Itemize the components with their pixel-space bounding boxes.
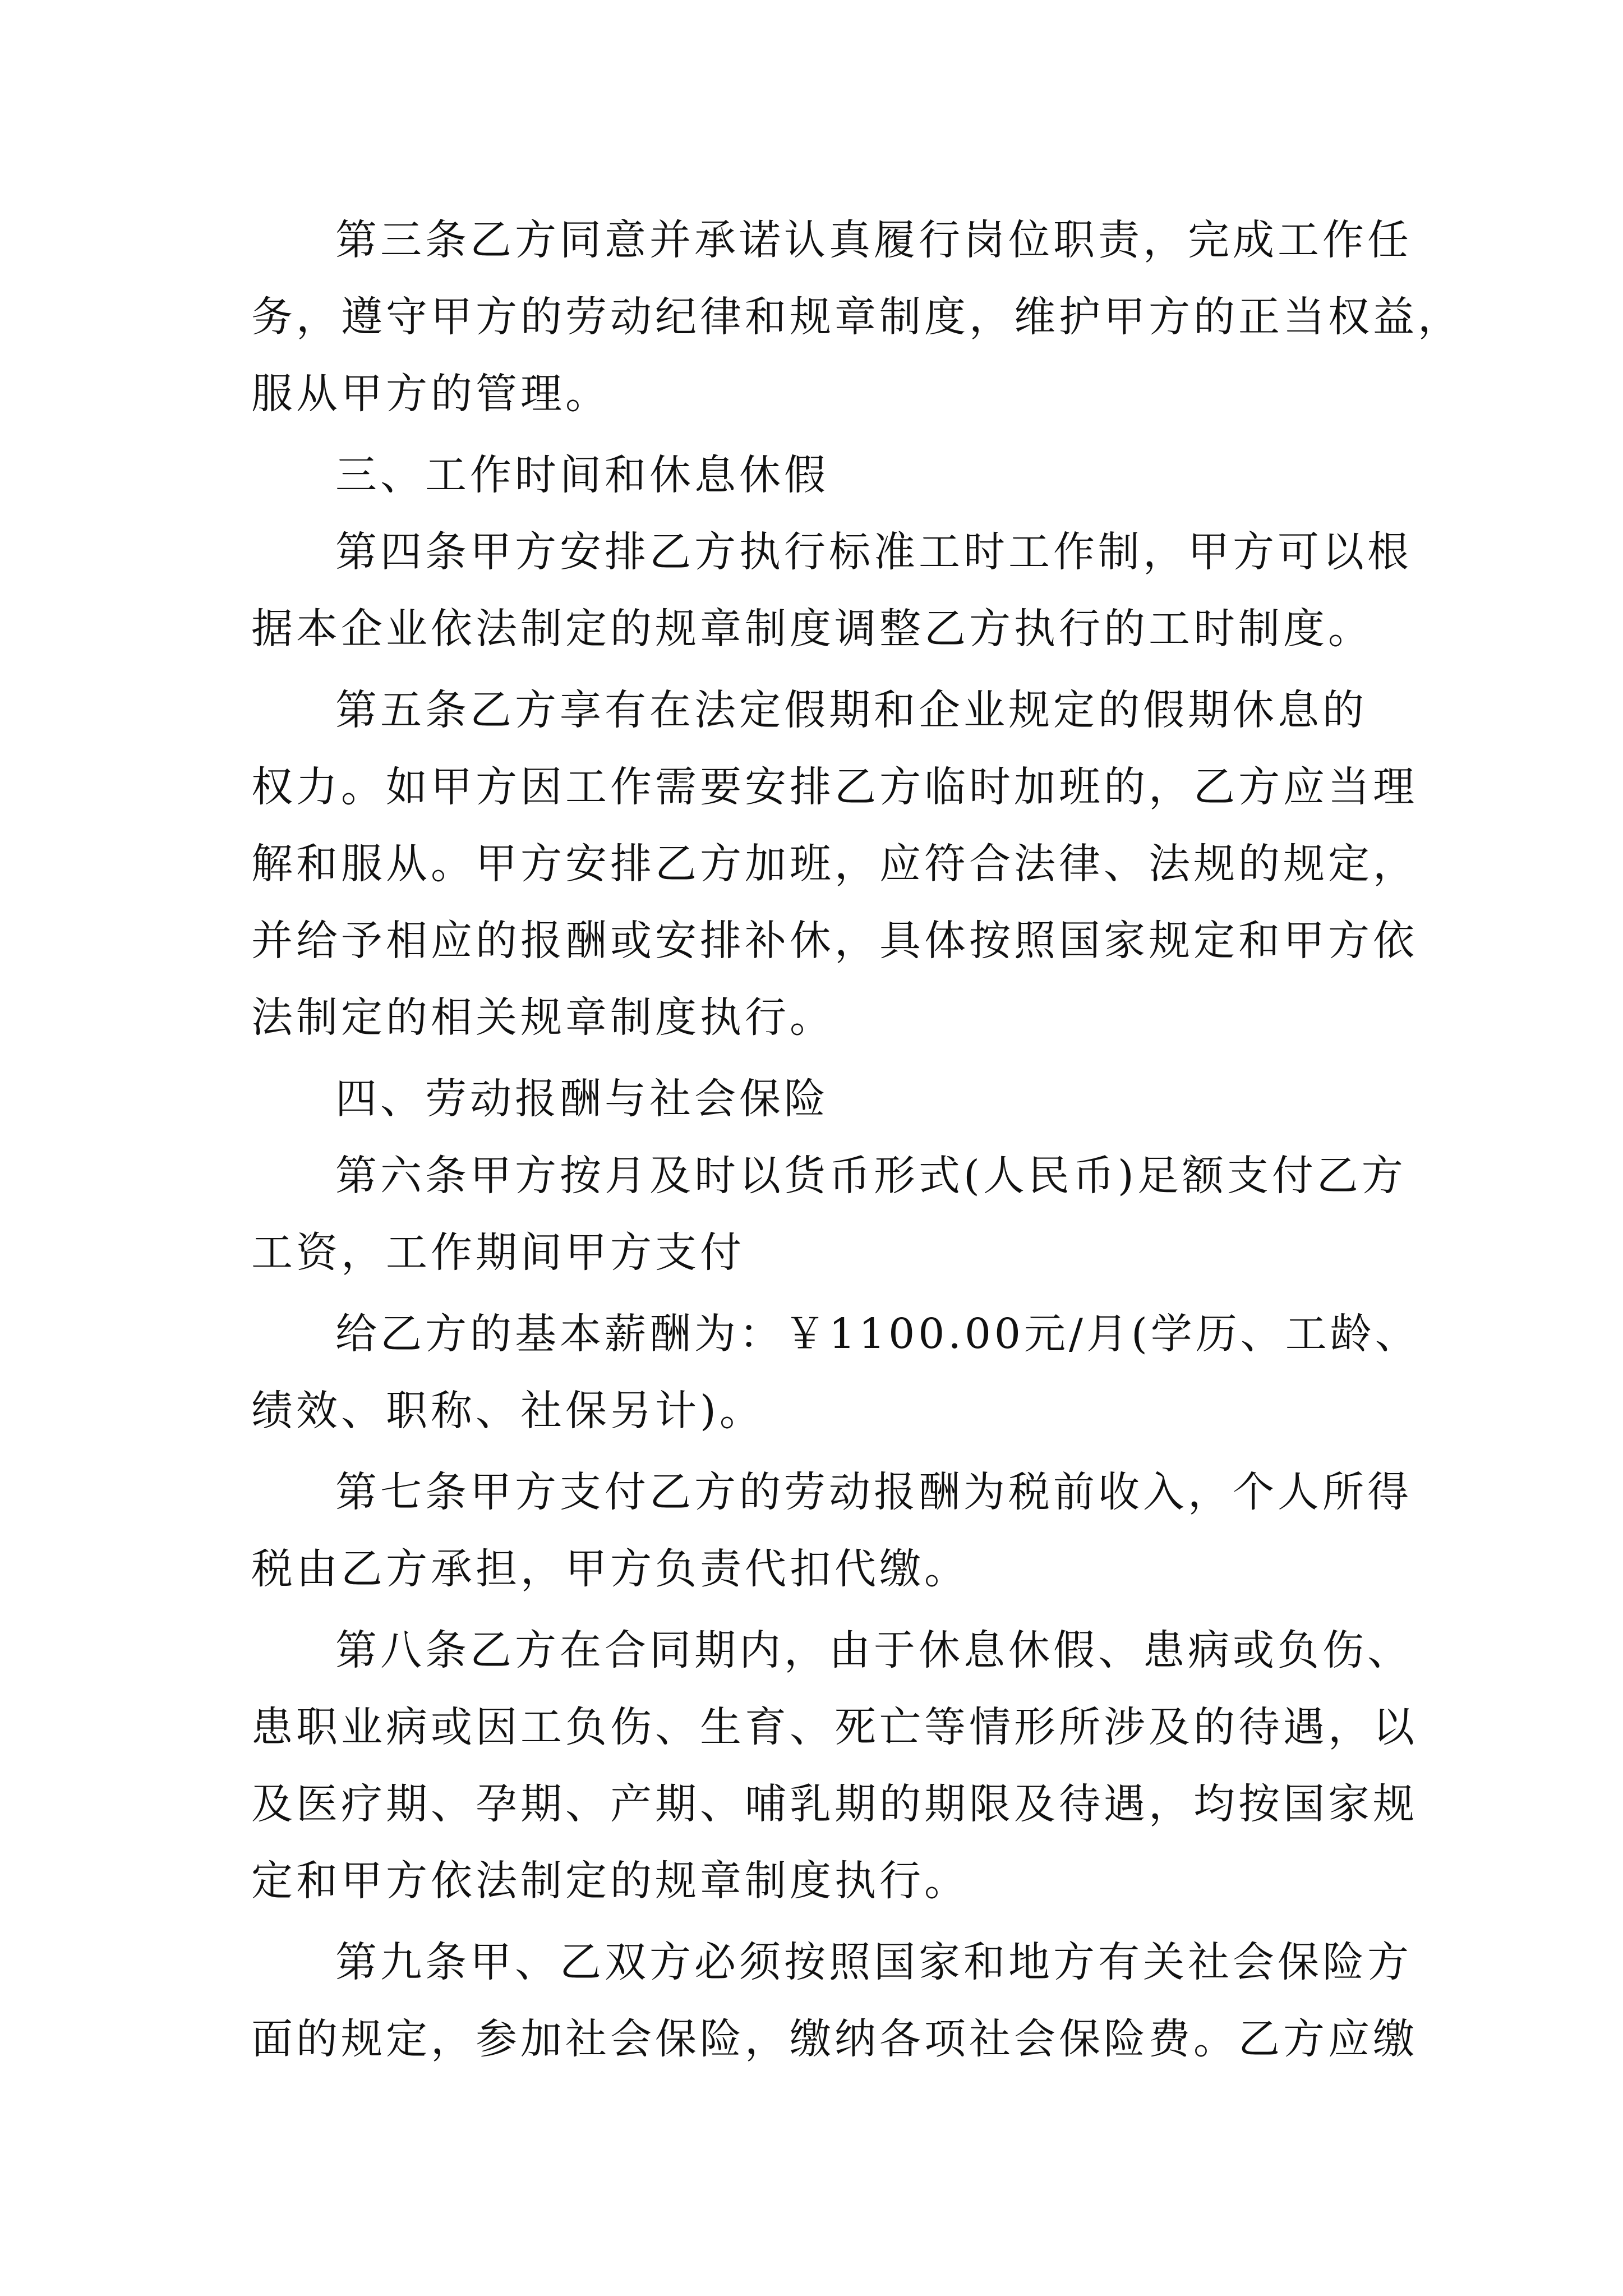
text-line: 第三条乙方同意并承诺认真履行岗位职责，完成工作任 [335,216,1412,264]
text-line: 第五条乙方享有在法定假期和企业规定的假期休息的 [335,686,1367,734]
text-line: 解和服从。甲方安排乙方加班，应符合法律、法规的规定， [251,840,1418,888]
text-line: 定和甲方依法制定的规章制度执行。 [251,1857,969,1905]
text-line: 及医疗期、孕期、产期、哺乳期的期限及待遇，均按国家规 [251,1780,1418,1828]
text-line: 给乙方的基本薪酬为：￥1100.00元/月(学历、工龄、 [335,1310,1420,1358]
text-line: 绩效、职称、社保另计)。 [251,1387,764,1435]
text-line: 三、工作时间和休息休假 [335,451,829,499]
text-line: 患职业病或因工负伤、生育、死亡等情形所涉及的待遇，以 [251,1703,1418,1751]
text-line: 据本企业依法制定的规章制度调整乙方执行的工时制度。 [251,605,1373,653]
text-line: 法制定的相关规章制度执行。 [251,993,834,1042]
text-line: 工资，工作期间甲方支付 [251,1228,745,1277]
text-line: 服从甲方的管理。 [251,370,610,418]
text-line: 并给予相应的报酬或安排补休，具体按照国家规定和甲方依 [251,917,1418,965]
text-line: 务，遵守甲方的劳动纪律和规章制度，维护甲方的正当权益， [251,293,1463,341]
text-line: 第七条甲方支付乙方的劳动报酬为税前收入，个人所得 [335,1468,1412,1516]
text-line: 四、劳动报酬与社会保险 [335,1075,829,1123]
text-line: 第九条甲、乙双方必须按照国家和地方有关社会保险方 [335,1938,1412,1986]
text-line: 面的规定，参加社会保险，缴纳各项社会保险费。乙方应缴 [251,2015,1418,2063]
text-line: 税由乙方承担，甲方负责代扣代缴。 [251,1545,969,1593]
text-line: 第六条甲方按月及时以货币形式(人民币)足额支付乙方 [335,1152,1407,1200]
document-body [251,202,1463,2078]
text-line: 第八条乙方在合同期内，由于休息休假、患病或负伤、 [335,1626,1412,1674]
text-line: 权力。如甲方因工作需要安排乙方临时加班的，乙方应当理 [251,763,1418,811]
text-line: 第四条甲方安排乙方执行标准工时工作制，甲方可以根 [335,528,1412,576]
